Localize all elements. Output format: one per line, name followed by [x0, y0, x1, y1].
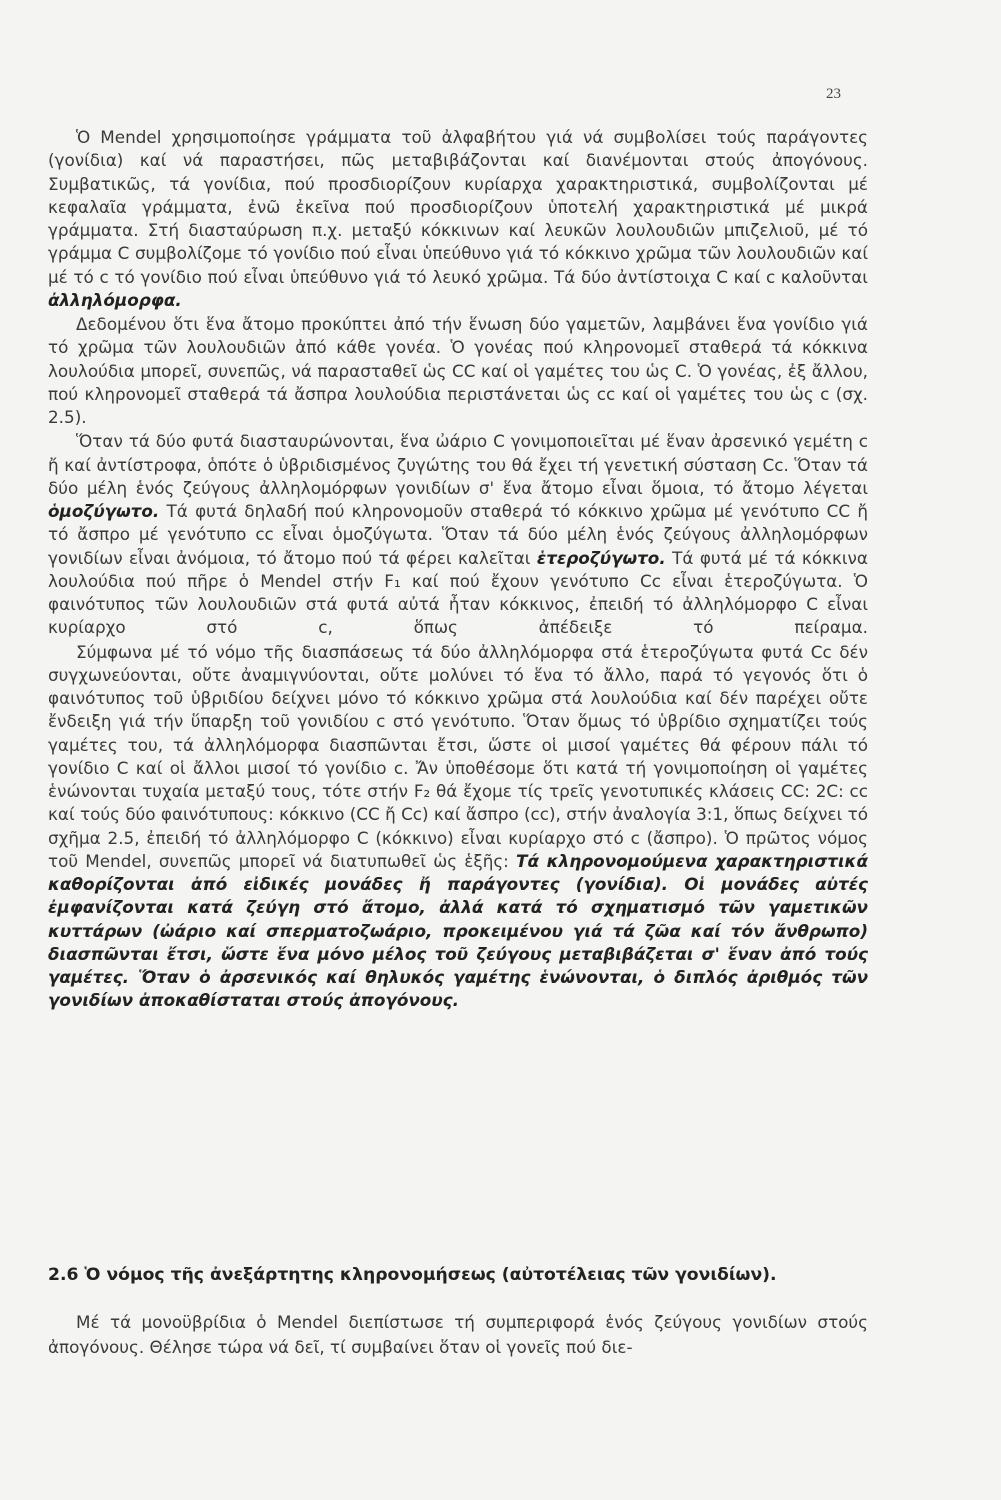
body-text — [48, 126, 868, 1014]
text-segment: Δεδομένου ὅτι ἕνα ἄτομο προκύπτει ἀπό τήν ἕνωση δύο γαμετῶν, λαμβάνει ἕνα γονίδιο γιά τό χρῶμα τῶν λουλουδιῶν ἀπό κάθε γονέα. Ὁ γονέας πού κληρονομεῖ σταθερά τά κόκκινα λουλούδια μπορεῖ, συνεπῶς, νά παρασταθεῖ ὡς CC καί οἱ γαμέτες του ὡς C. Ὁ γονέας, ἐξ ἄλλου, πού κληρονομεῖ σταθερά τά ἄσπρα λουλούδια περιστάνεται ὡς cc καί οἱ γαμέτες του ὡς c (σχ. 2.5). — [48, 314, 868, 427]
paragraph-monohybrids: Μέ τά μονοϋβρίδια ὁ Mendel διεπίστωσε τή συμπεριφορά ἑνός ζεύγους γονιδίων στούς ἀπογόνους. Θέλησε τώρα νά δεῖ, τί συμβαίνει ὅταν οἱ γονεῖς πού διε- — [48, 1312, 868, 1357]
paragraph-segregation-law — [48, 641, 868, 1013]
term-heterozygous: ἑτεροζύγωτο. — [536, 547, 666, 568]
text-segment: Ὁ Mendel χρησιμοποίησε γράμματα τοῦ ἀλφαβήτου γιά νά συμβολίσει τούς παράγοντες (γονίδια) καί νά παραστήσει, πῶς μεταβιβάζονται καί διανέμονται στούς ἀπογόνους. Συμβατικῶς, τά γονίδια, πού προσδιορίζουν κυρίαρχα χαρακτηριστικά, συμβολίζονται μέ κεφαλαῖα γράμματα, ἐνῶ ἐκεῖνα πού προσδιορίζουν ὑποτελή χαρακτηριστικά μέ μικρά γράμματα. Στή διασταύρωση π.χ. μεταξύ κόκκινων καί λευκῶν λουλουδιῶν μπιζελιοῦ, μέ τό γράμμα C συμβολίζομε τό γονίδιο πού εἶναι ὑπεύθυνο γιά τό κόκκινο χρῶμα τῶν λουλουδιῶν καί μέ τό c τό γονίδιο πού εἶναι ὑπεύθυνο γιά τό λευκό χρῶμα. Τά δύο ἀντίστοιχα C καί c καλοῦνται — [48, 127, 868, 287]
term-alleles: ἀλληλόμορφα. — [48, 289, 182, 310]
term-homozygous: ὁμοζύγωτο. — [48, 501, 160, 521]
text-segment: Ὅταν τά δύο φυτά διασταυρώνονται, ἕνα ὠάριο C γονιμοποιεῖται μέ ἕναν ἀρσενικό γεμέτη c ἤ καί ἀντίστροφα, ὁπότε ὁ ὑβριδισμένος ζυγώτης του θά ἔχει τή γενετική σύσταση Cc. Ὅταν τά δύο μέλη ἑνός ζεύγους ἀλληλομόρφων γονιδίων σ' ἕνα ἄτομο εἶναι ὅμοια, τό ἄτομο λέγεται — [48, 431, 868, 498]
paragraph-zygotes — [48, 430, 868, 639]
text-segment: Σύμφωνα μέ τό νόμο τῆς διασπάσεως τά δύο ἀλληλόμορφα στά ἑτεροζύγωτα φυτά Cc δέν συγχωνεύονται, οὔτε ἀναμιγνύονται, οὔτε μολύνει τό ἕνα τό ἄλλο, παρά τό γεγονός ὅτι ὁ φαινότυπος τοῦ ὑβριδίου δείχνει μόνο τό κόκκινο χρῶμα στά λουλούδια καί δέν παρέχει οὔτε ἔνδειξη γιά τήν ὕπαρξη τοῦ γονιδίου c στό γενότυπο. Ὅταν ὅμως τό ὑβρίδιο σχηματίζει τούς γαμέτες του, τά ἀλληλόμορφα διασπῶνται ἔτσι, ὥστε οἱ μισοί γαμέτες θά φέρουν πάλι τό γονίδιο C καί οἱ ἄλλοι μισοί τό γονίδιο c. Ἄν ὑποθέσομε ὅτι κατά τή γονιμοποίηση οἱ γαμέτες ἑνώνονται τυχαία μεταξύ τους, τότε στήν F₂ θά ἔχομε τίς τρεῖς γενοτυπικές κλάσεις CC: 2C: cc καί τούς δύο φαινότυπους: κόκκινο (CC ἤ Cc) καί ἄσπρο (cc), στήν ἀναλογία 3:1, ὅπως δείχνει τό σχῆμα 2.5, ἐπειδή τό ἀλληλόμορφο C (κόκκινο) εἶναι κυρίαρχο στό c (ἄσπρο). Ὁ πρῶτος νόμος τοῦ Mendel, συνεπῶς μπορεῖ νά διατυπωθεῖ ὡς ἑξῆς: — [48, 641, 868, 871]
paragraph-alleles — [48, 126, 868, 312]
text-segment: Τά φυτά μέ τά κόκκινα λουλούδια πού πῆρε ὁ Mendel στήν F₁ καί πού ἔχουν γενότυπο Cc εἶναι ἑτεροζύγωτα. Ὁ φαινότυπος τῶν λουλουδιῶν στά φυτά αὐτά ἦταν κόκκινος, ἐπειδή τό ἀλληλόμορφο C εἶναι κυρίαρχο στό c, ὅπως ἀπέδειξε τό πείραμα. — [48, 547, 868, 638]
section-heading: 2.6 Ὁ νόμος τῆς ἀνεξάρτητης κληρονομήσεως (αὐτοτέλειας τῶν γονιδίων). — [48, 1265, 777, 1285]
text-segment: Τά φυτά δηλαδή πού κληρονομοῦν σταθερά τό κόκκινο χρῶμα μέ γενότυπο CC ἤ τό ἄσπρο μέ γενότυπο cc εἶναι ὁμοζύγωτα. Ὅταν τά δύο μέλη ἑνός ζεύγους ἀλληλομόρφων γονιδίων εἶναι ἀνόμοια, τό ἄτομο πού τά φέρει καλεῖται — [48, 501, 868, 568]
law-statement: Τά κληρονομούμενα χαρακτηριστικά καθορίζονται ἀπό εἰδικές μονάδες ἤ παράγοντες (γονίδια). Οἱ μονάδες αὐτές ἐμφανίζονται κατά ζεύγη στό ἄτομο, ἀλλά κατά τό σχηματισμό τῶν γαμετικῶν κυττάρων (ὠάριο καί σπερματοζωάριο, προκειμένου γιά τά ζῶα καί τόν ἄνθρωπο) διασπῶνται ἔτσι, ὥστε ἕνα μόνο μέλος τοῦ ζεύγους μεταβιβάζεται σ' ἕναν ἀπό τούς γαμέτες. Ὅταν ὁ ἀρσενικός καί θηλυκός γαμέτης ἑνώνονται, ὁ διπλός ἀριθμός τῶν γονιδίων ἀποκαθίσταται στούς ἀπογόνους. — [48, 850, 868, 1011]
page-number: 23 — [826, 86, 841, 102]
body-text-continued — [48, 1310, 868, 1360]
paragraph-gametes — [48, 313, 868, 429]
